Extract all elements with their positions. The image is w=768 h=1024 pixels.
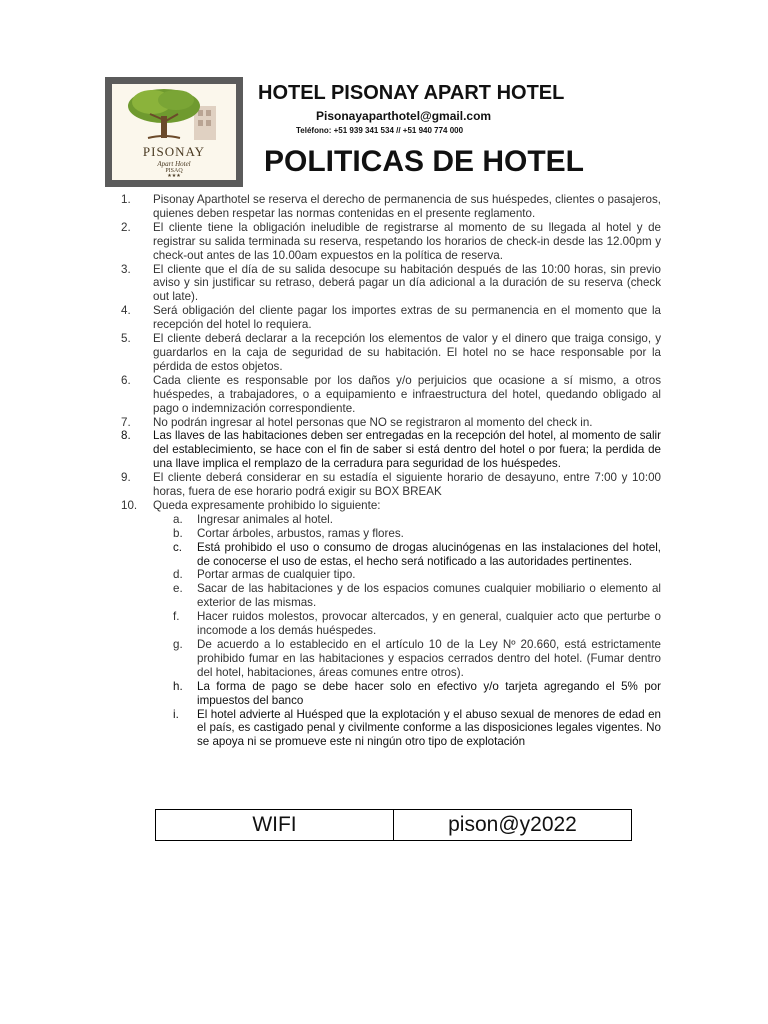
prohibited-letter: b. (173, 526, 183, 540)
wifi-label: WIFI (252, 813, 297, 836)
policy-number: 7. (121, 415, 131, 429)
logo-name: PISONAY (142, 144, 206, 159)
prohibited-item (153, 541, 661, 569)
policy-number: 5. (121, 332, 131, 346)
hotel-name: HOTEL PISONAY APART HOTEL (258, 82, 565, 104)
hotel-logo (105, 77, 243, 187)
prohibited-letter: e. (173, 582, 183, 596)
policy-number: 4. (121, 304, 131, 318)
policy-number: 9. (121, 471, 131, 485)
prohibited-item (153, 680, 661, 708)
policy-item (121, 221, 661, 263)
prohibited-letter: f. (173, 610, 180, 624)
policy-text: Pisonay Aparthotel se reserva el derecho de permanencia de sus huéspedes, clientes o pasajeros, quienes deben respetar las normas contenidas en el presente reglamento. (153, 193, 661, 220)
policy-item (121, 193, 661, 221)
prohibited-item (153, 610, 661, 638)
logo-subtitle: Apart Hotel (157, 160, 191, 168)
prohibited-letter: c. (173, 540, 183, 554)
policy-text: Queda expresamente prohibido lo siguiente: (153, 498, 381, 512)
policy-item (121, 304, 661, 332)
policy-item (121, 499, 661, 513)
policy-item (121, 374, 661, 416)
policy-text: No podrán ingresar al hotel personas que NO se registraron al momento del check in. (153, 415, 593, 429)
prohibited-text: Portar armas de cualquier tipo. (197, 568, 356, 582)
page-title: POLITICAS DE HOTEL (264, 145, 585, 178)
prohibited-item (153, 638, 661, 680)
prohibited-letter: g. (173, 638, 183, 651)
prohibited-item (153, 708, 661, 750)
prohibited-text: Está prohibido el uso o consumo de drogas alucinógenas en las instalaciones del hotel, de conocerse el uso de estas, el hecho será notificado a las autoridades pertinentes. (197, 540, 661, 568)
prohibited-text: Sacar de las habitaciones y de los espacios comunes cualquier mobiliario o elemento al exterior de las mismas. (197, 582, 661, 610)
wifi-table (155, 809, 632, 841)
policy-item (121, 263, 661, 305)
logo-city: PISAQ (165, 168, 183, 174)
logo-badge (112, 84, 236, 180)
prohibited-item (153, 513, 661, 527)
wifi-password: pison@y2022 (393, 810, 631, 840)
prohibited-letter: h. (173, 679, 183, 693)
prohibited-text: Ingresar animales al hotel. (197, 512, 333, 526)
policy-item (121, 416, 661, 430)
prohibited-text: De acuerdo a lo establecido en el artículo 10 de la Ley Nº 20.660, está estrictamente prohibido fumar en las habitaciones y espacios cerrados dentro del hotel. (Fumar dentro del hotel, habitaciones, áreas comunes entre otros). (197, 638, 661, 679)
policy-number: 6. (121, 373, 131, 387)
hotel-email: Pisonayaparthotel@gmail.com (316, 109, 492, 123)
prohibited-letter: i. (173, 707, 179, 721)
prohibited-item (153, 527, 661, 541)
prohibited-letter: a. (173, 512, 183, 526)
prohibited-text: Hacer ruidos molestos, provocar altercados, y en general, cualquier acto que perturbe o incomode a los demás huéspedes. (197, 610, 661, 638)
policy-text: El cliente deberá declarar a la recepción los elementos de valor y el dinero que traiga consigo, y guardarlos en la caja de seguridad de su habitación. El hotel no se hace responsable por la pérdida de estos objetos. (153, 332, 661, 373)
prohibited-text: El hotel advierte al Huésped que la explotación y el abuso sexual de menores de edad en el país, es castigado penal y civilmente conforme a las disposiciones legales vigentes. No se apoya ni se promueve este ni ningún otro tipo de explotación (197, 707, 661, 749)
policy-text: Será obligación del cliente pagar los importes extras de su permanencia en el momento que la recepción del hotel lo requiera. (153, 304, 661, 332)
policy-item (121, 471, 661, 499)
hotel-phone: Teléfono: +51 939 341 534 // +51 940 774 000 (296, 126, 464, 135)
policy-text: El cliente deberá considerar en su estadía el siguiente horario de desayuno, entre 7:00 y 10:00 horas, fuera de ese horario podrá exigir su BOX BREAK (153, 471, 661, 499)
logo-stars: ★★★ (167, 173, 181, 179)
prohibited-list (153, 513, 661, 749)
policy-item (121, 429, 661, 471)
policy-text: El cliente tiene la obligación ineludible de registrarse al momento de su llegada al hotel y de registrar su salida terminada su reserva, respetando los horarios de check-in desde las 12.00pm y check-out antes de las 10.00am expuestos en la política de reserva. (153, 220, 661, 262)
prohibited-item (153, 568, 661, 582)
policy-list (121, 193, 661, 749)
prohibited-letter: d. (173, 568, 183, 582)
policy-text: Cada cliente es responsable por los daños y/o perjuicios que ocasione a sí mismo, a otros huéspedes, a trabajadores, o a equipamiento e infraestructura del hotel, quedando obligado al pago o indemnización correspondiente. (153, 373, 661, 415)
policy-number: 10. (121, 498, 138, 512)
policy-text: El cliente que el día de su salida desocupe su habitación después de las 10:00 horas, sin previo aviso y sin justificar su retraso, deberá pagar un día adicional a la duración de su reserva (check out late). (153, 262, 661, 304)
prohibited-item (153, 582, 661, 610)
policy-text: Las llaves de las habitaciones deben ser entregadas en la recepción del hotel, al momento de salir del establecimiento, se hace con el fin de saber si está dentro del hotel o por fuera; la perdida de una llave implica el remplazo de la cerradura para seguridad de los huéspedes. (153, 429, 661, 471)
policy-number: 2. (121, 220, 131, 234)
policy-number: 8. (121, 429, 131, 443)
prohibited-text: La forma de pago se debe hacer solo en efectivo y/o tarjeta agregando el 5% por impuestos del banco (197, 679, 661, 707)
prohibited-text: Cortar árboles, arbustos, ramas y flores. (197, 526, 404, 540)
policy-item (121, 332, 661, 374)
policy-number: 1. (121, 193, 131, 206)
policy-number: 3. (121, 262, 131, 276)
